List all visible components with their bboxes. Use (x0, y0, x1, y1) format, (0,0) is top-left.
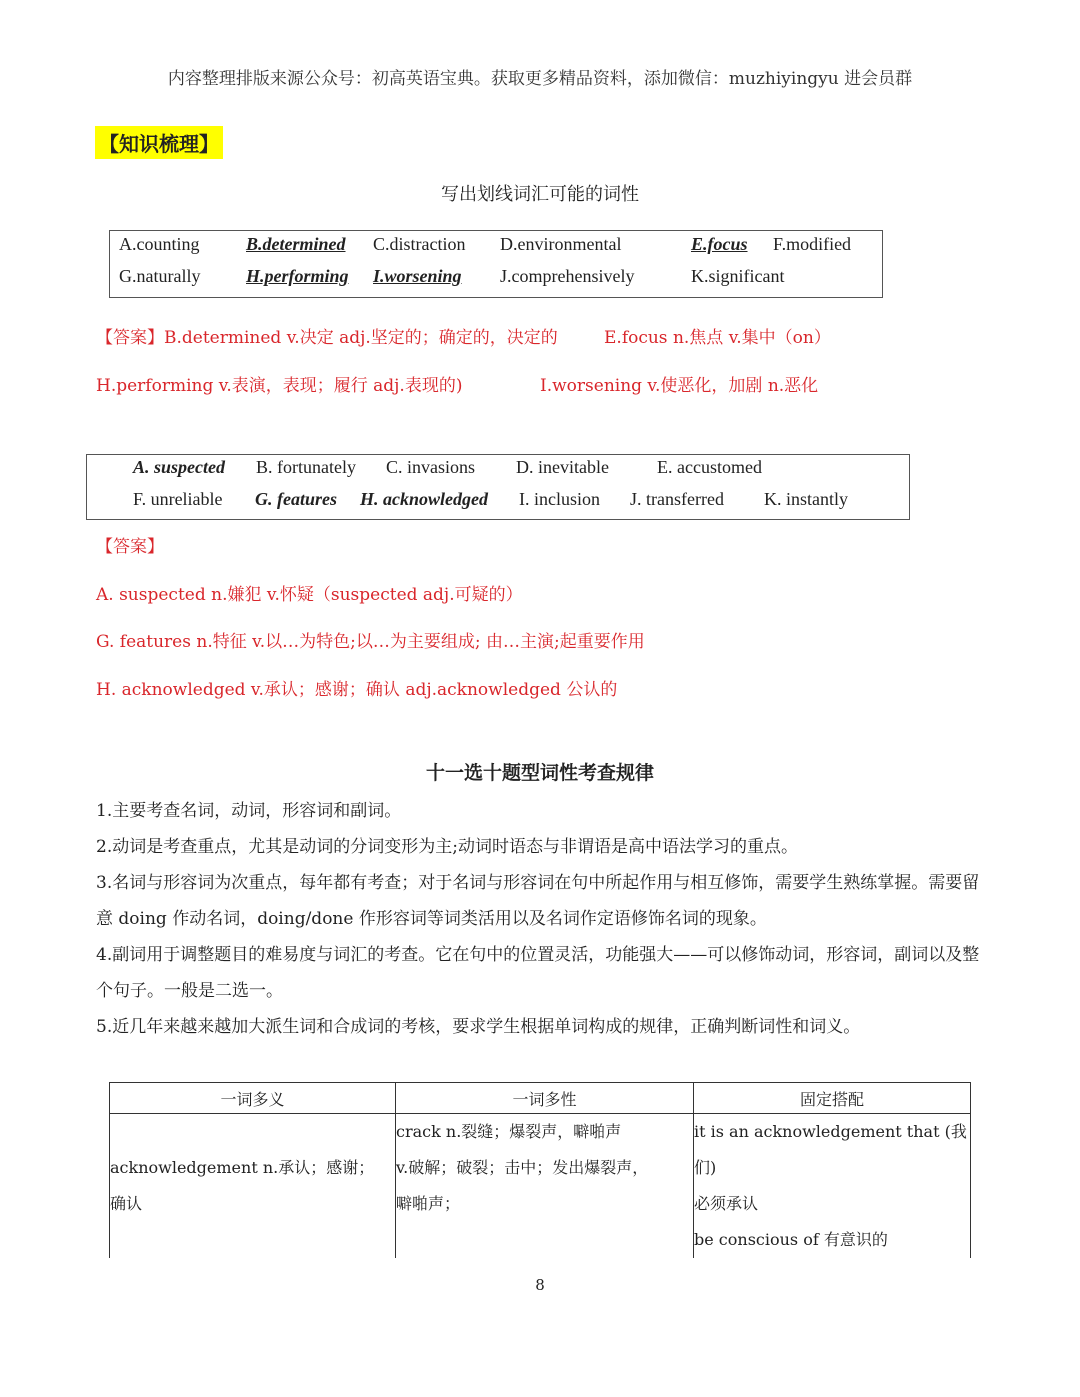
cell-collocation-line1: it is an acknowledgement that (我们) (694, 1122, 967, 1177)
table-header-row (110, 1083, 971, 1114)
cell-multi-pos-line1: crack n.裂缝；爆裂声，噼啪声 (396, 1122, 622, 1141)
word2-g: G. features (255, 489, 337, 509)
word-box-2 (86, 454, 910, 520)
word2-b: B. fortunately (256, 457, 356, 477)
cell-collocation-line3: be conscious of 有意识的 (694, 1230, 888, 1249)
rule-3: 3.名词与形容词为次重点，每年都有考查；对于名词与形容词在句中所起作用与相互修饰，需要学生熟练掌握。需要留意 doing 作动名词，doing/done 作形容词等词类活用以及名词作定语修饰名词的现象。 (96, 873, 980, 929)
word-box-1 (109, 230, 883, 298)
vocab-table (109, 1082, 971, 1258)
word2-d: D. inevitable (516, 457, 609, 477)
rule-1: 1.主要考查名词，动词，形容词和副词。 (96, 801, 402, 821)
page-header: 内容整理排版来源公众号：初高英语宝典。获取更多精品资料，添加微信：muzhiyingyu 进会员群 (167, 69, 913, 89)
cell-polysemy-line2: 确认 (110, 1194, 143, 1213)
word-i: I.worsening (373, 266, 462, 286)
word2-i: I. inclusion (519, 489, 600, 509)
section1-title: 写出划线词汇可能的词性 (441, 184, 639, 205)
word-c: C.distraction (373, 234, 466, 254)
word-e: E.focus (691, 234, 748, 254)
word2-k: K. instantly (764, 489, 848, 509)
word2-f: F. unreliable (133, 489, 223, 509)
word2-e: E. accustomed (657, 457, 762, 477)
word-g: G.naturally (119, 266, 201, 286)
cell-polysemy (110, 1114, 396, 1259)
answer2-g: G. features n.特征 v.以…为特色;以…为主要组成; 由…主演;起重要作用 (96, 632, 645, 652)
cell-multi-pos-line3: 噼啪声； (396, 1194, 461, 1213)
word-f: F.modified (773, 234, 852, 254)
word-k: K.significant (691, 266, 785, 286)
cell-multi-pos-line2: v.破解；破裂；击中；发出爆裂声， (396, 1158, 649, 1177)
page-number: 8 (535, 1276, 545, 1294)
answer2-label: 【答案】 (96, 537, 164, 557)
cell-collocation (694, 1114, 971, 1259)
rule-2: 2.动词是考查重点，尤其是动词的分词变形为主;动词时语态与非谓语是高中语法学习的重点。 (96, 837, 798, 857)
word2-c: C. invasions (386, 457, 476, 477)
header-multi-pos: 一词多性 (396, 1083, 694, 1114)
word2-a: A. suspected (133, 457, 225, 477)
knowledge-tag: 【知识梳理】 (95, 126, 223, 159)
word-a: A.counting (119, 234, 200, 254)
word2-j: J. transferred (630, 489, 724, 509)
answer1-line1b: E.focus n.焦点 v.集中（on） (604, 328, 831, 348)
section2-title: 十一选十题型词性考查规律 (425, 762, 654, 784)
cell-polysemy-line1: acknowledgement n.承认；感谢； (110, 1158, 375, 1177)
answer1-line2b: I.worsening v.使恶化，加剧 n.恶化 (540, 376, 819, 396)
word-b: B.determined (246, 234, 346, 254)
answer1-line2a: H.performing v.表演，表现；履行 adj.表现的) (96, 376, 463, 396)
cell-multi-pos (396, 1114, 694, 1259)
rule-4: 4.副词用于调整题目的难易度与词汇的考查。它在句中的位置灵活，功能强大——可以修饰动词，形容词，副词以及整个句子。一般是二选一。 (96, 945, 980, 1001)
answer2-h: H. acknowledged v.承认；感谢；确认 adj.acknowledged 公认的 (96, 680, 618, 700)
word2-h: H. acknowledged (360, 489, 488, 509)
answer2-a: A. suspected n.嫌犯 v.怀疑（suspected adj.可疑的） (96, 585, 523, 605)
word-h: H.performing (246, 266, 349, 286)
header-polysemy: 一词多义 (110, 1083, 396, 1114)
rule-5: 5.近几年来越来越加大派生词和合成词的考核，要求学生根据单词构成的规律，正确判断词性和词义。 (96, 1017, 861, 1037)
header-collocation: 固定搭配 (694, 1083, 971, 1114)
answer1-line1a: 【答案】B.determined v.决定 adj.坚定的；确定的，决定的 (96, 328, 558, 348)
table-row (110, 1114, 971, 1259)
cell-collocation-line2: 必须承认 (694, 1194, 759, 1213)
word-j: J.comprehensively (500, 266, 635, 286)
word-d: D.environmental (500, 234, 622, 254)
